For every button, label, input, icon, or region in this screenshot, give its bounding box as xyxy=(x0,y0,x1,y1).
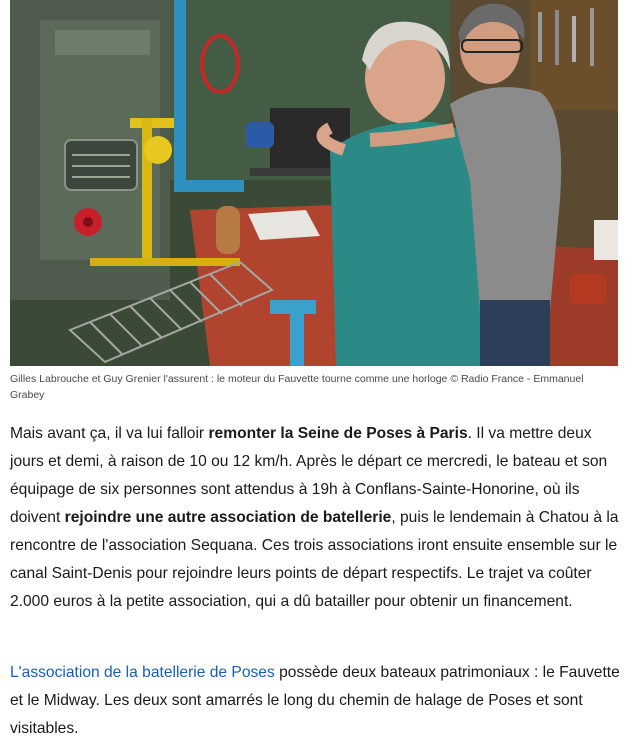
p1-bold-2: rejoindre une autre association de batellerie xyxy=(64,509,392,526)
engine-room-photo xyxy=(10,0,618,366)
p1-text-2: . Il va mettre deux jours et demi, à raison de 10 ou 12 km/h. Après le départ ce mercredi, le bateau et son équipage de six personnes sont attendus à 19h à Conflans-Sainte-Honorine, où ils doivent xyxy=(10,425,608,526)
article-photo xyxy=(10,0,618,366)
p1-text-1: Mais avant ça, il va lui falloir xyxy=(10,425,209,442)
paragraph-2 xyxy=(10,659,622,743)
p1-text-3: , puis le lendemain à Chatou à la rencontre de l'association Sequana. Ces trois associations iront ensuite ensemble sur le canal Saint-Denis pour rejoindre leurs points de départ respectifs. Le trajet va coûter 2.000 euros à la petite association, qui a dû batailler pour obtenir un financement. xyxy=(10,509,619,610)
association-link[interactable]: L'association de la batellerie de Poses xyxy=(10,664,275,681)
paragraph-1 xyxy=(10,420,622,616)
photo-caption: Gilles Labrouche et Guy Grenier l'assurent : le moteur du Fauvette tourne comme une horloge © Radio France - Emmanuel Grabey xyxy=(10,373,584,401)
p2-text-1: possède deux bateaux patrimoniaux : le Fauvette et le Midway. Les deux sont amarrés le long du chemin de halage de Poses et sont visitables. xyxy=(10,664,620,737)
p1-bold-1: remonter la Seine de Poses à Paris xyxy=(208,425,468,442)
